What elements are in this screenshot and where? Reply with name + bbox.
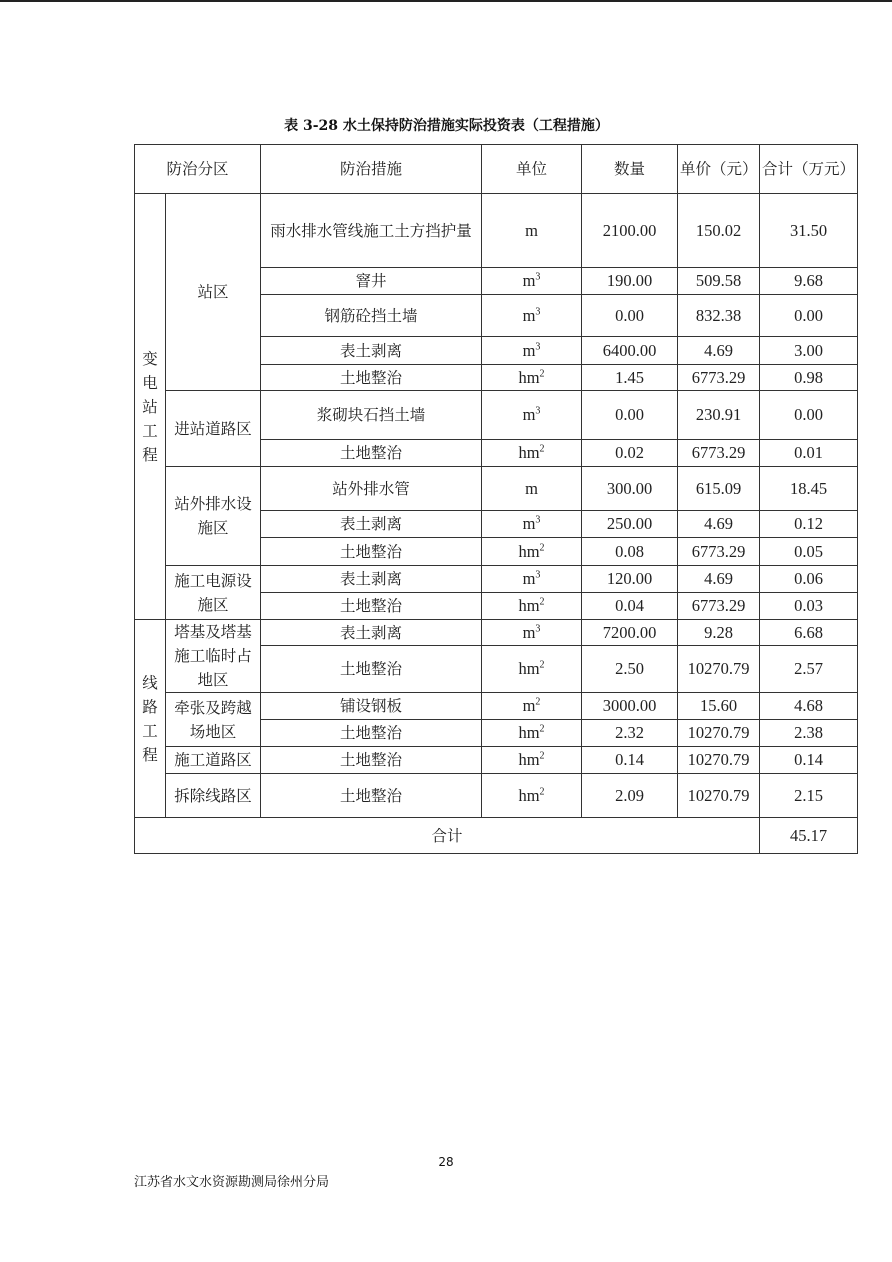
- unit-base: hm: [518, 750, 540, 769]
- cell-price: 6773.29: [678, 440, 760, 467]
- unit-base: hm: [518, 541, 540, 561]
- subzone-station: 站区: [166, 194, 261, 391]
- cell-measure: 土地整治: [261, 747, 482, 774]
- group-substation: 变电站工程: [135, 194, 166, 620]
- cell-price: 4.69: [678, 566, 760, 593]
- unit-base: m: [525, 478, 538, 498]
- cell-unit: [482, 268, 582, 295]
- unit-base: hm: [518, 723, 540, 742]
- investment-table: [134, 144, 858, 854]
- unit-exponent: 2: [539, 786, 545, 797]
- cell-price: 509.58: [678, 268, 760, 295]
- cell-quantity: 0.14: [582, 747, 678, 774]
- table-row: [135, 620, 858, 646]
- sum-label: 合计: [135, 818, 760, 854]
- subzone-drainage: 站外排水设施区: [166, 467, 261, 566]
- cell-price: 6773.29: [678, 365, 760, 391]
- cell-total: 0.14: [760, 747, 858, 774]
- cell-price: 10270.79: [678, 646, 760, 693]
- cell-quantity: 0.00: [582, 295, 678, 337]
- unit-exponent: 3: [535, 569, 541, 581]
- sum-value: 45.17: [760, 818, 858, 854]
- subzone-construction-road: 施工道路区: [166, 747, 261, 774]
- cell-quantity: 250.00: [582, 511, 678, 538]
- unit-exponent: 2: [539, 750, 545, 762]
- unit-base: hm: [518, 659, 540, 678]
- cell-measure: 站外排水管: [261, 467, 482, 511]
- cell-unit: [482, 391, 582, 440]
- unit-exponent: 2: [539, 659, 545, 671]
- unit-base: m: [525, 220, 538, 240]
- cell-price: 10270.79: [678, 774, 760, 818]
- cell-total: 18.45: [760, 467, 858, 511]
- cell-measure: 表土剥离: [261, 620, 482, 646]
- cell-unit: [482, 774, 582, 818]
- unit-exponent: 3: [535, 514, 541, 526]
- unit-exponent: 3: [535, 405, 541, 417]
- header-measure: 防治措施: [261, 145, 482, 194]
- cell-price: 4.69: [678, 511, 760, 538]
- header-unit: 单位: [482, 145, 582, 194]
- cell-total: 6.68: [760, 620, 858, 646]
- header-quantity: 数量: [582, 145, 678, 194]
- page-number: 28: [438, 1155, 454, 1169]
- cell-total: 0.00: [760, 391, 858, 440]
- unit-base: hm: [518, 596, 540, 615]
- cell-price: 230.91: [678, 391, 760, 440]
- unit-base: m: [522, 514, 536, 533]
- cell-unit: [482, 194, 582, 268]
- cell-unit: [482, 646, 582, 693]
- unit-base: m: [522, 305, 536, 325]
- unit-base: m: [522, 696, 536, 715]
- unit-exponent: 2: [539, 443, 545, 455]
- cell-price: 10270.79: [678, 720, 760, 747]
- cell-measure: 土地整治: [261, 440, 482, 467]
- unit-exponent: 2: [539, 542, 545, 553]
- unit-base: m: [522, 569, 536, 588]
- cell-measure: 土地整治: [261, 720, 482, 747]
- cell-unit: [482, 511, 582, 538]
- unit-exponent: 2: [539, 368, 545, 379]
- table-row: [135, 566, 858, 593]
- cell-total: 3.00: [760, 337, 858, 365]
- cell-measure: 铺设钢板: [261, 693, 482, 720]
- unit-exponent: 3: [535, 306, 541, 317]
- cell-unit: [482, 467, 582, 511]
- subzone-power: 施工电源设施区: [166, 566, 261, 620]
- cell-measure: 表土剥离: [261, 566, 482, 593]
- top-border-line: [0, 0, 892, 2]
- cell-quantity: 3000.00: [582, 693, 678, 720]
- cell-unit: [482, 337, 582, 365]
- cell-price: 615.09: [678, 467, 760, 511]
- cell-quantity: 2.50: [582, 646, 678, 693]
- cell-total: 0.06: [760, 566, 858, 593]
- table-row: [135, 747, 858, 774]
- unit-base: m: [522, 622, 536, 642]
- cell-total: 0.98: [760, 365, 858, 391]
- table-row: [135, 391, 858, 440]
- cell-price: 6773.29: [678, 538, 760, 566]
- cell-quantity: 0.02: [582, 440, 678, 467]
- table-row: [135, 194, 858, 268]
- unit-base: hm: [518, 785, 540, 805]
- cell-unit: [482, 440, 582, 467]
- subzone-stringing: 牵张及跨越场地区: [166, 693, 261, 747]
- cell-quantity: 6400.00: [582, 337, 678, 365]
- group-line: 线路工程: [135, 620, 166, 818]
- cell-total: 31.50: [760, 194, 858, 268]
- cell-price: 6773.29: [678, 593, 760, 620]
- cell-measure: 土地整治: [261, 646, 482, 693]
- footer-organization: 江苏省水文水资源勘测局徐州分局: [134, 1175, 330, 1190]
- table-caption: 表 3-28 水土保持防治措施实际投资表（工程措施）: [284, 118, 609, 134]
- cell-total: 4.68: [760, 693, 858, 720]
- cell-quantity: 190.00: [582, 268, 678, 295]
- unit-exponent: 3: [535, 271, 541, 283]
- cell-unit: [482, 365, 582, 391]
- cell-quantity: 0.00: [582, 391, 678, 440]
- cell-total: 0.05: [760, 538, 858, 566]
- cell-total: 0.03: [760, 593, 858, 620]
- table-row: [135, 467, 858, 511]
- unit-exponent: 2: [539, 596, 545, 608]
- cell-price: 10270.79: [678, 747, 760, 774]
- cell-measure: 浆砌块石挡土墙: [261, 391, 482, 440]
- cell-quantity: 300.00: [582, 467, 678, 511]
- cell-unit: [482, 593, 582, 620]
- subzone-access-road: 进站道路区: [166, 391, 261, 467]
- cell-measure: 土地整治: [261, 593, 482, 620]
- table-row: [135, 693, 858, 720]
- cell-price: 832.38: [678, 295, 760, 337]
- cell-unit: [482, 720, 582, 747]
- unit-base: m: [522, 271, 536, 290]
- cell-measure: 土地整治: [261, 365, 482, 391]
- cell-measure: 雨水排水管线施工土方挡护量: [261, 194, 482, 268]
- cell-quantity: 1.45: [582, 365, 678, 391]
- cell-measure: 表土剥离: [261, 511, 482, 538]
- cell-total: 0.12: [760, 511, 858, 538]
- cell-measure: 土地整治: [261, 538, 482, 566]
- cell-unit: [482, 620, 582, 646]
- cell-measure: 表土剥离: [261, 337, 482, 365]
- cell-quantity: 7200.00: [582, 620, 678, 646]
- cell-price: 9.28: [678, 620, 760, 646]
- header-total: 合计（万元）: [760, 145, 858, 194]
- cell-unit: [482, 693, 582, 720]
- cell-unit: [482, 295, 582, 337]
- cell-measure: 窨井: [261, 268, 482, 295]
- cell-price: 15.60: [678, 693, 760, 720]
- cell-total: 2.57: [760, 646, 858, 693]
- cell-price: 4.69: [678, 337, 760, 365]
- cell-measure: 钢筋砼挡土墙: [261, 295, 482, 337]
- unit-exponent: 2: [539, 723, 545, 735]
- unit-exponent: 3: [535, 341, 541, 352]
- cell-price: 150.02: [678, 194, 760, 268]
- cell-quantity: 0.08: [582, 538, 678, 566]
- cell-total: 2.38: [760, 720, 858, 747]
- subzone-removal: 拆除线路区: [166, 774, 261, 818]
- cell-unit: [482, 566, 582, 593]
- cell-quantity: 2.32: [582, 720, 678, 747]
- table-row: [135, 774, 858, 818]
- cell-quantity: 2100.00: [582, 194, 678, 268]
- cell-measure: 土地整治: [261, 774, 482, 818]
- cell-unit: [482, 538, 582, 566]
- unit-base: m: [522, 405, 536, 424]
- cell-total: 0.01: [760, 440, 858, 467]
- cell-quantity: 0.04: [582, 593, 678, 620]
- unit-base: hm: [518, 443, 540, 462]
- cell-quantity: 120.00: [582, 566, 678, 593]
- unit-exponent: 3: [535, 623, 541, 634]
- cell-quantity: 2.09: [582, 774, 678, 818]
- unit-base: hm: [518, 367, 540, 387]
- cell-total: 2.15: [760, 774, 858, 818]
- subzone-tower: 塔基及塔基施工临时占地区: [166, 620, 261, 693]
- unit-exponent: 2: [535, 696, 541, 708]
- header-price: 单价（元）: [678, 145, 760, 194]
- cell-total: 9.68: [760, 268, 858, 295]
- cell-unit: [482, 747, 582, 774]
- unit-base: m: [522, 340, 536, 360]
- sum-row: [135, 818, 858, 854]
- header-zone: 防治分区: [135, 145, 261, 194]
- header-row: [135, 145, 858, 194]
- cell-total: 0.00: [760, 295, 858, 337]
